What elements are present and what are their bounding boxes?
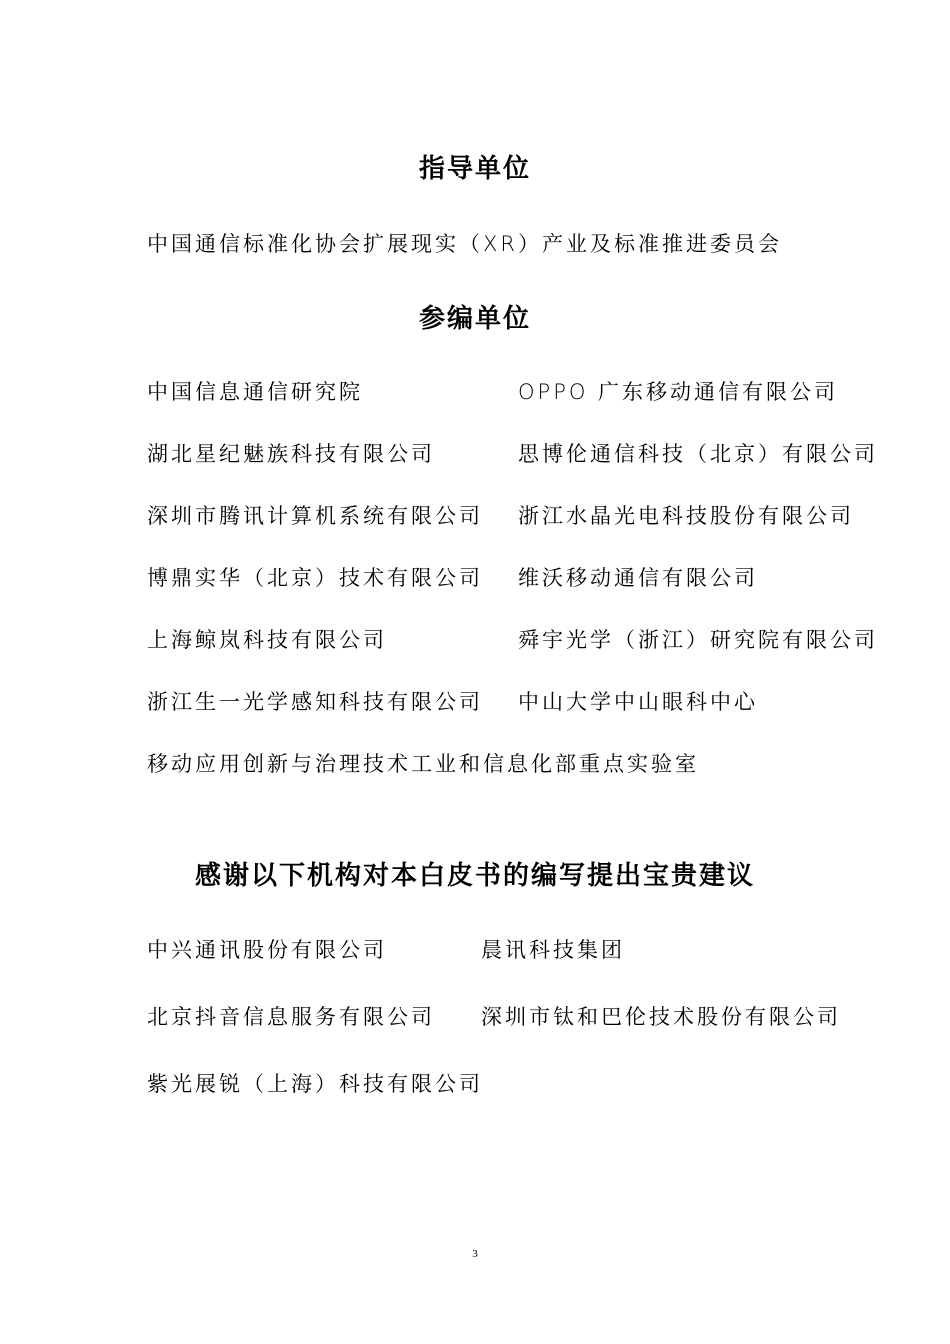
participant-right: 思博伦通信科技（北京）有限公司 <box>518 442 878 466</box>
page-number: 3 <box>472 1248 478 1260</box>
participant-right: 中山大学中山眼科中心 <box>518 690 758 714</box>
thanks-heading: 感谢以下机构对本白皮书的编写提出宝贵建议 <box>194 861 755 891</box>
participant-right: 维沃移动通信有限公司 <box>518 566 758 590</box>
thanks-full-row: 紫光展锐（上海）科技有限公司 <box>147 1072 483 1096</box>
participant-left: 湖北星纪魅族科技有限公司 <box>147 442 435 466</box>
participant-left: 博鼎实华（北京）技术有限公司 <box>147 566 483 590</box>
participant-left: 上海鲸岚科技有限公司 <box>147 628 387 652</box>
participant-right: 舜宇光学（浙江）研究院有限公司 <box>518 628 878 652</box>
participant-left: 中国信息通信研究院 <box>147 380 363 404</box>
thanks-right: 晨讯科技集团 <box>481 938 625 962</box>
participant-full-row: 移动应用创新与治理技术工业和信息化部重点实验室 <box>147 752 699 776</box>
guidance-heading: 指导单位 <box>418 154 531 184</box>
thanks-left: 中兴通讯股份有限公司 <box>147 938 387 962</box>
participant-right: OPPO 广东移动通信有限公司 <box>518 380 839 404</box>
participant-right: 浙江水晶光电科技股份有限公司 <box>518 504 854 528</box>
participants-heading: 参编单位 <box>418 304 531 334</box>
participant-left: 浙江生一光学感知科技有限公司 <box>147 690 483 714</box>
thanks-right: 深圳市钛和巴伦技术股份有限公司 <box>481 1005 841 1029</box>
thanks-left: 北京抖音信息服务有限公司 <box>147 1005 435 1029</box>
guidance-unit: 中国通信标准化协会扩展现实（XR）产业及标准推进委员会 <box>147 232 782 256</box>
participant-left: 深圳市腾讯计算机系统有限公司 <box>147 504 483 528</box>
